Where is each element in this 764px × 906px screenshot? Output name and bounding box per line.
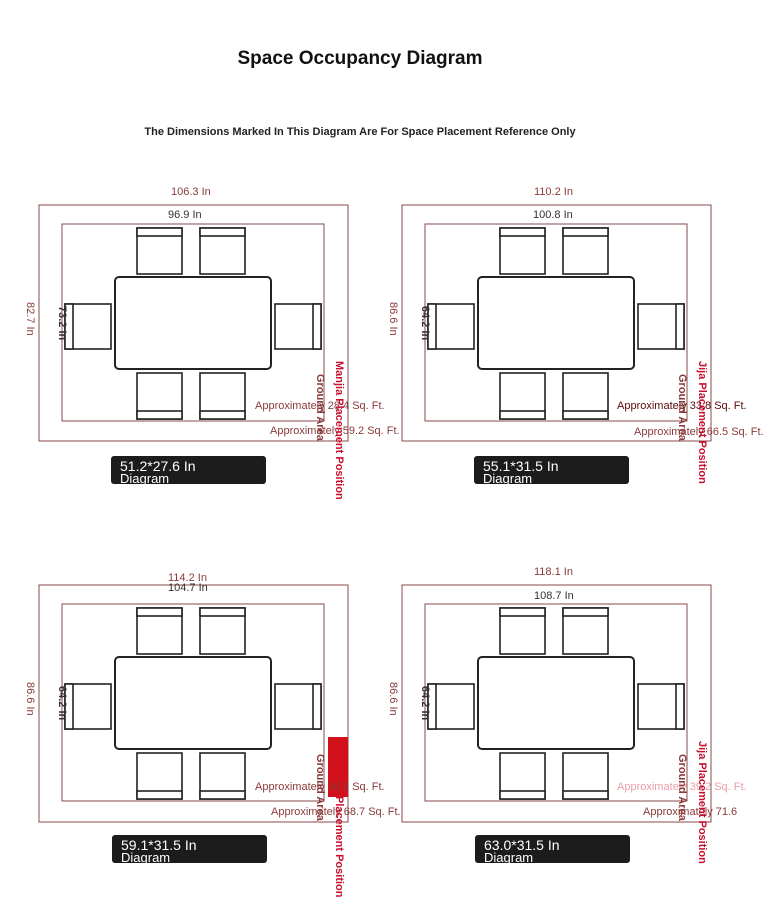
chair-bottom-left <box>500 373 545 419</box>
inner-height-label: 64.2 In <box>419 686 431 721</box>
diagram-panel-3 <box>0 560 401 898</box>
chair-left <box>65 684 111 729</box>
chair-top-right <box>200 608 245 654</box>
diagram-caption: Diagram <box>121 850 171 865</box>
table-size-label: 59.1*31.5 In <box>121 837 197 853</box>
page-subtitle: The Dimensions Marked In This Diagram Are For Space Placement Reference Only <box>144 126 576 138</box>
ground-area-label: Ground Area <box>314 374 326 441</box>
page-title: Space Occupancy Diagram <box>237 48 483 69</box>
chair-bottom-left <box>137 753 182 799</box>
table-size-label: 51.2*27.6 In <box>120 458 196 474</box>
size-badge <box>474 456 629 484</box>
chair-top-left <box>137 608 182 654</box>
chair-bottom-right <box>563 373 608 419</box>
ground-area-label: Ground Area <box>676 374 688 441</box>
inner-width-label: 100.8 In <box>533 209 573 221</box>
diagram-panel-2 <box>363 180 764 510</box>
chair-bottom-right <box>563 753 608 799</box>
chair-top-right <box>563 228 608 274</box>
size-badge <box>475 835 630 863</box>
outer-width-label: 110.2 In <box>534 186 573 198</box>
placement-area-value: Approximately 68.7 Sq. Ft. <box>271 806 401 818</box>
ground-area-value: Approximately 28.4 Sq. Ft. <box>255 400 385 412</box>
inner-height-label: 64.2 In <box>56 686 68 721</box>
placement-position-label: Placement Position <box>333 796 345 898</box>
chair-right <box>638 684 684 729</box>
chair-right <box>275 304 321 349</box>
dining-table <box>115 277 271 369</box>
diagram-panel-4 <box>363 560 747 890</box>
placement-area-value: Approximately 71.6 <box>643 806 738 818</box>
placement-position-label: Manjia Placement Position <box>333 361 345 500</box>
diagram-caption: Diagram <box>120 471 170 486</box>
placement-position-label: Jija Placement Position <box>696 741 708 864</box>
chair-top-left <box>500 228 545 274</box>
ground-area-label: Ground Area <box>314 754 326 821</box>
table-size-label: 63.0*31.5 In <box>484 837 560 853</box>
outer-width-label: 106.3 In <box>171 186 211 198</box>
chair-right <box>638 304 684 349</box>
outer-height-label: 86.6 In <box>387 302 399 336</box>
placement-area-value: Approximately 59.2 Sq. Ft. <box>270 425 400 437</box>
chair-bottom-right <box>200 373 245 419</box>
ground-area-value: Approximately 33.8 Sq. Ft. <box>617 400 747 412</box>
dining-table <box>115 657 271 749</box>
size-badge <box>112 835 267 863</box>
outer-height-label: 86.6 In <box>24 682 36 716</box>
chair-bottom-left <box>137 373 182 419</box>
ground-area-value: Approximately 39.2 Sq. Ft. <box>617 781 747 793</box>
chair-bottom-right <box>200 753 245 799</box>
outer-width-label: 114.2 In <box>168 572 207 584</box>
chair-bottom-left <box>500 753 545 799</box>
chair-top-right <box>200 228 245 274</box>
chair-left <box>428 684 474 729</box>
diagram-caption: Diagram <box>484 850 534 865</box>
chair-right <box>275 684 321 729</box>
chair-left <box>65 304 111 349</box>
placement-area-value: Approximately 66.5 Sq. Ft. <box>634 426 764 438</box>
inner-width-label: 104.7 In <box>168 582 208 594</box>
chair-left <box>428 304 474 349</box>
inner-height-label: 73.2 In <box>56 306 68 341</box>
table-size-label: 55.1*31.5 In <box>483 458 559 474</box>
inner-width-label: 96.9 In <box>168 209 202 221</box>
outer-height-label: 82.7 In <box>24 302 36 336</box>
chair-top-right <box>563 608 608 654</box>
size-badge <box>111 456 266 484</box>
inner-height-label: 64.2 In <box>419 306 431 341</box>
chair-top-left <box>137 228 182 274</box>
dining-table <box>478 277 634 369</box>
outer-height-label: 86.6 In <box>387 682 399 716</box>
ground-area-value: Approximately 36.6 Sq. Ft. <box>255 781 385 793</box>
placement-position-label: Jija Placement Position <box>696 361 708 484</box>
ground-area-label: Ground Area <box>676 754 688 821</box>
dining-table <box>478 657 634 749</box>
inner-width-label: 108.7 In <box>534 590 574 602</box>
diagram-caption: Diagram <box>483 471 533 486</box>
outer-width-label: 118.1 In <box>534 566 573 578</box>
chair-top-left <box>500 608 545 654</box>
